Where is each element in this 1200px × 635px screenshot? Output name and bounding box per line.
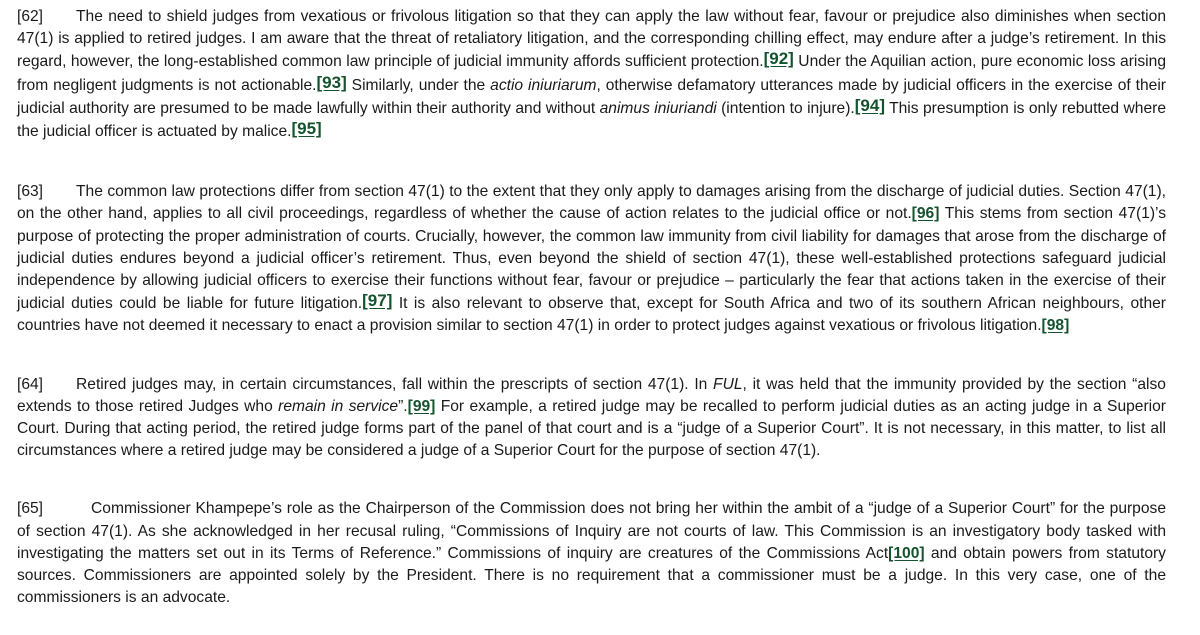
quoted-phrase: remain in service	[278, 397, 399, 415]
paragraph-text: and obtain powers from statutory sources. Commissioners are appointed solely by the President. There is no requirement that a commissioner must be a judge. In this very case, one of the commissioners is an advocate.	[17, 544, 1166, 607]
paragraph-64	[17, 374, 1166, 463]
footnote-link-93[interactable]: [93]	[316, 72, 347, 92]
paragraph-text: The common law protections differ from section 47(1) to the extent that they only apply to damages arising from the discharge of judicial duties. Section 47(1), on the other hand, applies to all civil proceedings, regardless of whether the cause of action relates to the judicial office or not.	[17, 183, 1166, 223]
footnote-link-92[interactable]: [92]	[763, 49, 794, 69]
paragraph-text: (intention to injure).	[716, 99, 855, 117]
paragraph-text: Retired judges may, in certain circumstances, fall within the prescripts of section 47(1). In	[76, 375, 714, 393]
footnote-link-98[interactable]: [98]	[1041, 317, 1070, 335]
footnote-link-96[interactable]: [96]	[911, 205, 940, 223]
paragraph-text: This stems from section 47(1)’s purpose of protecting the proper administration of courts. Crucially, however, the common law immunity from civil liability for damages that arose from the discharge of judicial duties endures beyond a judicial officer’s retirement. Thus, even beyond the shield of section 47(1), these well-established protections safeguard judicial independence by allowing judicial officers to exercise their functions without fear, favour or prejudice – particularly the fear that actions taken in the exercise of their judicial duties could be liable for future litigation.	[17, 205, 1167, 313]
case-name: FUL	[713, 375, 743, 393]
latin-term: animus iniuriandi	[599, 99, 717, 117]
paragraph-number: [62]	[17, 8, 44, 25]
paragraph-text: , it was held that the immunity provided by the section “also extends to those retired Judges who	[17, 375, 1166, 415]
footnote-link-95[interactable]: [95]	[291, 119, 322, 139]
paragraph-65	[17, 498, 1166, 609]
paragraph-number: [64]	[17, 375, 44, 393]
paragraph-text: This presumption is only rebutted where the judicial officer is actuated by malice.	[17, 99, 1166, 141]
paragraph-number: [65]	[17, 500, 44, 518]
paragraph-62	[17, 6, 1166, 143]
latin-term: actio iniuriarum	[490, 76, 597, 94]
paragraph-text: Similarly, under the	[346, 76, 491, 94]
paragraph-63	[17, 181, 1166, 337]
paragraph-text: Commissioner Khampepe’s role as the Chairperson of the Commission does not bring her within the ambit of a “judge of a Superior Court” for the purpose of section 47(1). As she acknowledged in her recusal ruling, “Commissions of Inquiry are not courts of law. This Commission is an investigatory body tasked with investigating the matters set out in its Terms of Reference.” Commissions of inquiry are creatures of the Commissions Act	[17, 500, 1166, 562]
paragraph-text: The need to shield judges from vexatious or frivolous litigation so that they can apply the law without fear, favour or prejudice also diminishes when section 47(1) is applied to retired judges. I am aware that the threat of retaliatory litigation, and the corresponding chilling effect, may endure after a judge’s retirement. In this regard, however, the long-established common law principle of judicial immunity affords sufficient protection.	[17, 8, 1166, 71]
paragraph-text: , otherwise defamatory utterances made by judicial officers in the exercise of their judicial authority are presumed to be made lawfully within their authority and without	[17, 76, 1166, 117]
paragraph-text: ”.	[398, 397, 408, 415]
paragraph-text: Under the Aquilian action, pure economic loss arising from negligent judgments is not actionable.	[17, 53, 1166, 94]
footnote-link-100[interactable]: [100]	[888, 544, 925, 562]
paragraph-text: For example, a retired judge may be recalled to perform judicial duties as an acting judge in a Superior Court. During that acting period, the retired judge forms part of the panel of that court and is a “judge of a Superior Court”. It is not necessary, in this matter, to list all circumstances where a retired judge may be considered a judge of a Superior Court for the purpose of section 47(1).	[17, 397, 1167, 460]
paragraph-text: It is also relevant to observe that, except for South Africa and two of its southern African neighbours, other countries have not deemed it necessary to enact a provision similar to section 47(1) in order to protect judges against vexatious or frivolous litigation.	[17, 295, 1166, 335]
footnote-link-99[interactable]: [99]	[407, 397, 436, 415]
footnote-link-94[interactable]: [94]	[854, 95, 885, 115]
footnote-link-97[interactable]: [97]	[362, 291, 393, 311]
paragraph-number: [63]	[17, 183, 44, 201]
